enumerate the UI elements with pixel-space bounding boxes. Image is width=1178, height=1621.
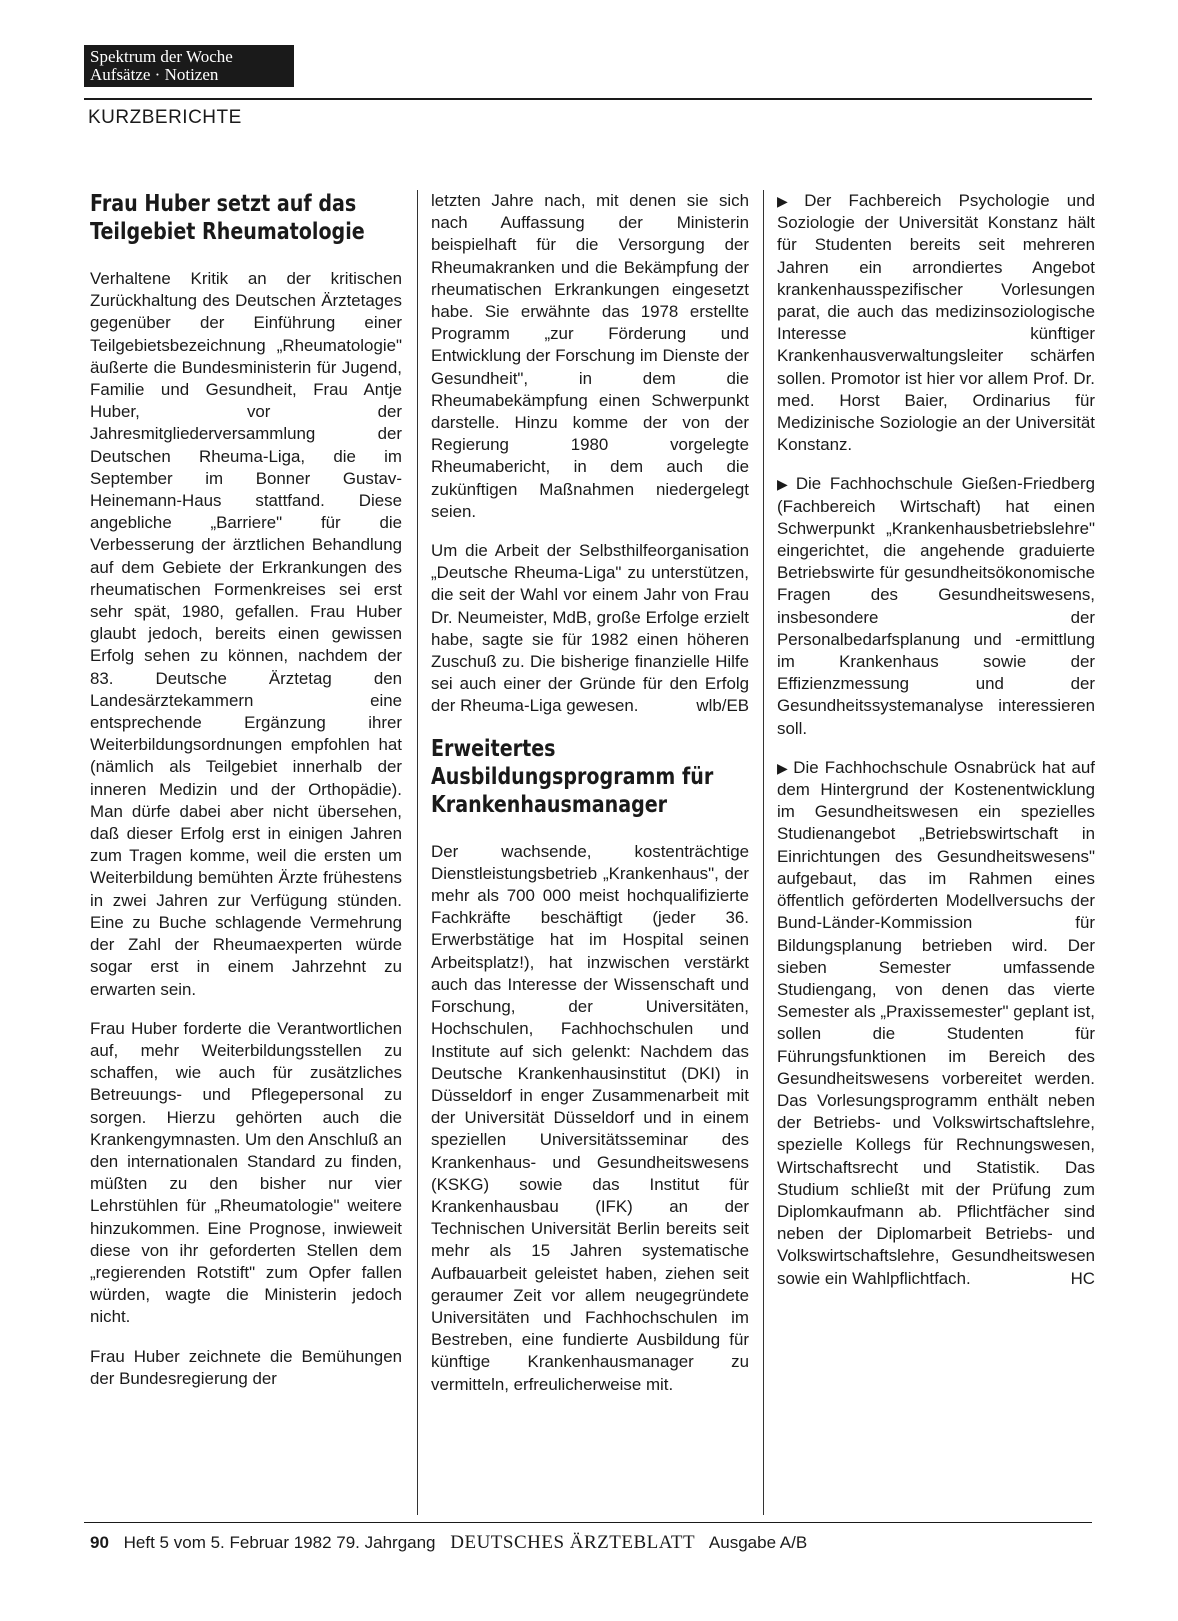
article2-paragraph-4 [777,757,1095,1290]
article1-paragraph-3: letzten Jahre nach, mit denen sie sich nach Auffassung der Ministerin beispielhaft für die Versorgung der Rheumakranken und die Bekämpfung der rheumatischen Erkrankungen eingesetzt habe. Sie erwähnte das 1978 erstellte Programm „zur Förderung und Entwicklung der Forschung im Dienste der Gesundheit", in dem die Rheumabekämpfung einen Schwerpunkt darstelle. Hinzu komme der von der Regierung 1980 vorgelegte Rheumabericht, in dem auch die zukünftigen Maßnahmen niedergelegt seien. [431,191,749,521]
article2-paragraph-3-text: Die Fachhochschule Gießen-Friedberg (Fachbereich Wirtschaft) hat einen Schwerpunkt „Krankenhausbetriebslehre" eingerichtet, die angehende graduierte Betriebswirte für gesundheitsökonomische Fragen des Gesundheitswesens, insbesondere der Personalbedarfsplanung und -ermittlung im Krankenhaus sowie der Effizienzmessung und der Gesundheitssystemanalyse interessieren soll. [777,474,1095,738]
section-label-line1: Spektrum der Woche [90,47,233,66]
column-divider-1 [417,190,418,1515]
article2-paragraph-2 [777,190,1095,456]
bottom-rule [84,1522,1092,1523]
edition-info: Ausgabe A/B [708,1533,808,1552]
article1-paragraph-2: Frau Huber forderte die Verantwortlichen auf, mehr Weiterbildungsstellen zu schaffen, wie auch für zusätzliches Betreuungs- und Pflegepersonal zu sorgen. Hierzu gehörten auch die Krankengymnasten. Um den Anschluß an den internationalen Standard zu finden, müßten zu den bisher nur vier Lehrstühlen für „Rheumatologie" weitere hinzukommen. Eine Prognose, inwieweit diese von ihr geforderten Stellen dem „regierenden Rotstift" zum Opfer fallen würden, wagte die Ministerin jedoch nicht. [90,1018,402,1327]
triangle-bullet-icon: ▶ [777,759,790,776]
article2-paragraph-3 [777,473,1095,739]
column-3 [777,190,1095,1510]
article2-paragraph-2-text: Der Fachbereich Psychologie und Soziologie der Universität Konstanz hält für Studenten bereits seit mehreren Jahren ein arrondiertes Angebot krankenhausspezifischer Vorlesungen parat, die auch das medizinsoziologische Interesse künftiger Krankenhausverwaltungsleiter schärfen sollen. Promotor ist hier vor allem Prof. Dr. med. Horst Baier, Ordinarius für Medizinische Soziologie an der Universität Konstanz. [777,191,1095,455]
column-2 [431,190,749,1510]
column-divider-2 [763,190,764,1515]
article2-paragraph-1: Der wachsende, kostenträchtige Dienstleistungsbetrieb „Krankenhaus", der mehr als 700 000 meist hochqualifizierte Fachkräfte beschäftigt (jeder 36. Erwerbstätige hat im Hospital seinen Arbeitsplatz!), hat inzwischen verstärkt auch das Interesse der Wissenschaft und Forschung, der Universitäten, Hochschulen, Fachhochschulen und Institute auf sich gelenkt: Nachdem das Deutsche Krankenhausinstitut (DKI) in Düsseldorf in enger Zusammenarbeit mit der Universität Düsseldorf und in einem speziellen Universitätsseminar des Krankenhaus- und Gesundheitswesens (KSKG) sowie das Institut für Krankenhausbau (IFK) an der Technischen Universität Berlin bereits seit mehr als 15 Jahren systematische Aufbauarbeit geleistet haben, ziehen seit geraumer Zeit vor allem neugegründete Universitäten und Fachhochschulen im Bestreben, eine fundierte Ausbildung für künftige Krankenhausmanager zu vermitteln, erfreulicherweise mit. [431,841,749,1394]
triangle-bullet-icon: ▶ [777,476,792,493]
article1-paragraph-1: Verhaltene Kritik an der kritischen Zurückhaltung des Deutschen Ärztetages gegenüber der Einführung einer Teilgebietsbezeichnung „Rheumatologie" äußerte die Bundesministerin für Jugend, Familie und Gesundheit, Frau Antje Huber, vor der Jahresmitgliederversammlung der Deutschen Rheuma-Liga, die im September im Bonner Gustav-Heinemann-Haus stattfand. Diese angebliche „Barriere" für die Verbesserung der ärztlichen Behandlung auf dem Gebiete der Erkrankungen des rheumatischen Formenkreises sei erst sehr spät, 1980, gefallen. Frau Huber glaubt jedoch, bereits einen gewissen Erfolg sehen zu können, nachdem der 83. Deutsche Ärztetag den Landesärztekammern eine entsprechende Ergänzung ihrer Weiterbildungsordnungen empfohlen hat (nämlich als Teilgebiet innerhalb der inneren Medizin und der Orthopädie). Man dürfe dabei aber nicht übersehen, daß dieser Erfolg erst in einigen Jahren zum Tragen komme, weil die ersten um Weiterbildung bemühten Ärzte frühestens in zwei Jahren zur Verfügung stünden. Eine zu Buche schlagende Vermehrung der Zahl der Rheumaexperten würde sogar erst in einem Jahrzehnt zu erwarten sein. [90,269,402,999]
article2-title: Erweitertes Ausbildungsprogramm für Krankenhausmanager [431,735,714,818]
triangle-bullet-icon: ▶ [777,193,801,209]
top-rule [84,98,1092,100]
page-footer [90,1532,807,1554]
journal-name: DEUTSCHES ÄRZTEBLATT [450,1532,696,1553]
section-label [84,45,294,87]
article2-signature: HC [1070,1268,1095,1288]
column-1 [90,190,402,1510]
article1-title: Frau Huber setzt auf das Teilgebiet Rheumatologie [90,191,365,245]
article2-paragraph-4-text: Die Fachhochschule Osnabrück hat auf dem Hintergrund der Kostenentwicklung im Gesundheitswesen ein spezielles Studienangebot „Betriebswirtschaft in Einrichtungen des Gesundheitswesens" aufgebaut, das im Rahmen eines öffentlich geförderten Modellversuchs der Bund-Länder-Kommission für Bildungsplanung betrieben wird. Der sieben Semester umfassende Studiengang, von denen das vierte Semester als „Praxissemester" geplant ist, sollen die Studenten für Führungsfunktionen im Bereich des Gesundheitswesens vorbereitet werden. Das Vorlesungsprogramm enthält neben der Betriebs- und Volkswirtschaftslehre, spezielle Kollegs für Rechnungswesen, Wirtschaftsrecht und Statistik. Das Studium schließt mit der Prüfung zum Diplomkaufmann ab. Pflichtfächer sind neben der Diplomarbeit Betriebs- und Volkswirtschaftslehre, Gesundheitswesen sowie ein Wahlpflichtfach. [777,757,1095,1288]
article1-signature: wlb/EB [696,696,749,716]
article1-paragraph-4 [431,540,749,718]
issue-info: Heft 5 vom 5. Februar 1982 79. Jahrgang [123,1533,436,1552]
article1-paragraph-4-text: Um die Arbeit der Selbsthilfeorganisation „Deutsche Rheuma-Liga" zu unterstützen, die seit der Wahl vor einem Jahr von Frau Dr. Neumeister, MdB, große Erfolge erzielt habe, sagte sie für 1982 einen höheren Zuschuß zu. Die bisherige finanzielle Hilfe sei auch einer der Gründe für den Erfolg der Rheuma-Liga gewesen. [431,541,749,716]
article1-paragraph-3-start: Frau Huber zeichnete die Bemühungen der Bundesregierung der [90,1346,402,1388]
page-number: 90 [90,1533,109,1552]
category-label: KURZBERICHTE [88,107,242,128]
section-label-line2: Aufsätze · Notizen [90,65,219,84]
